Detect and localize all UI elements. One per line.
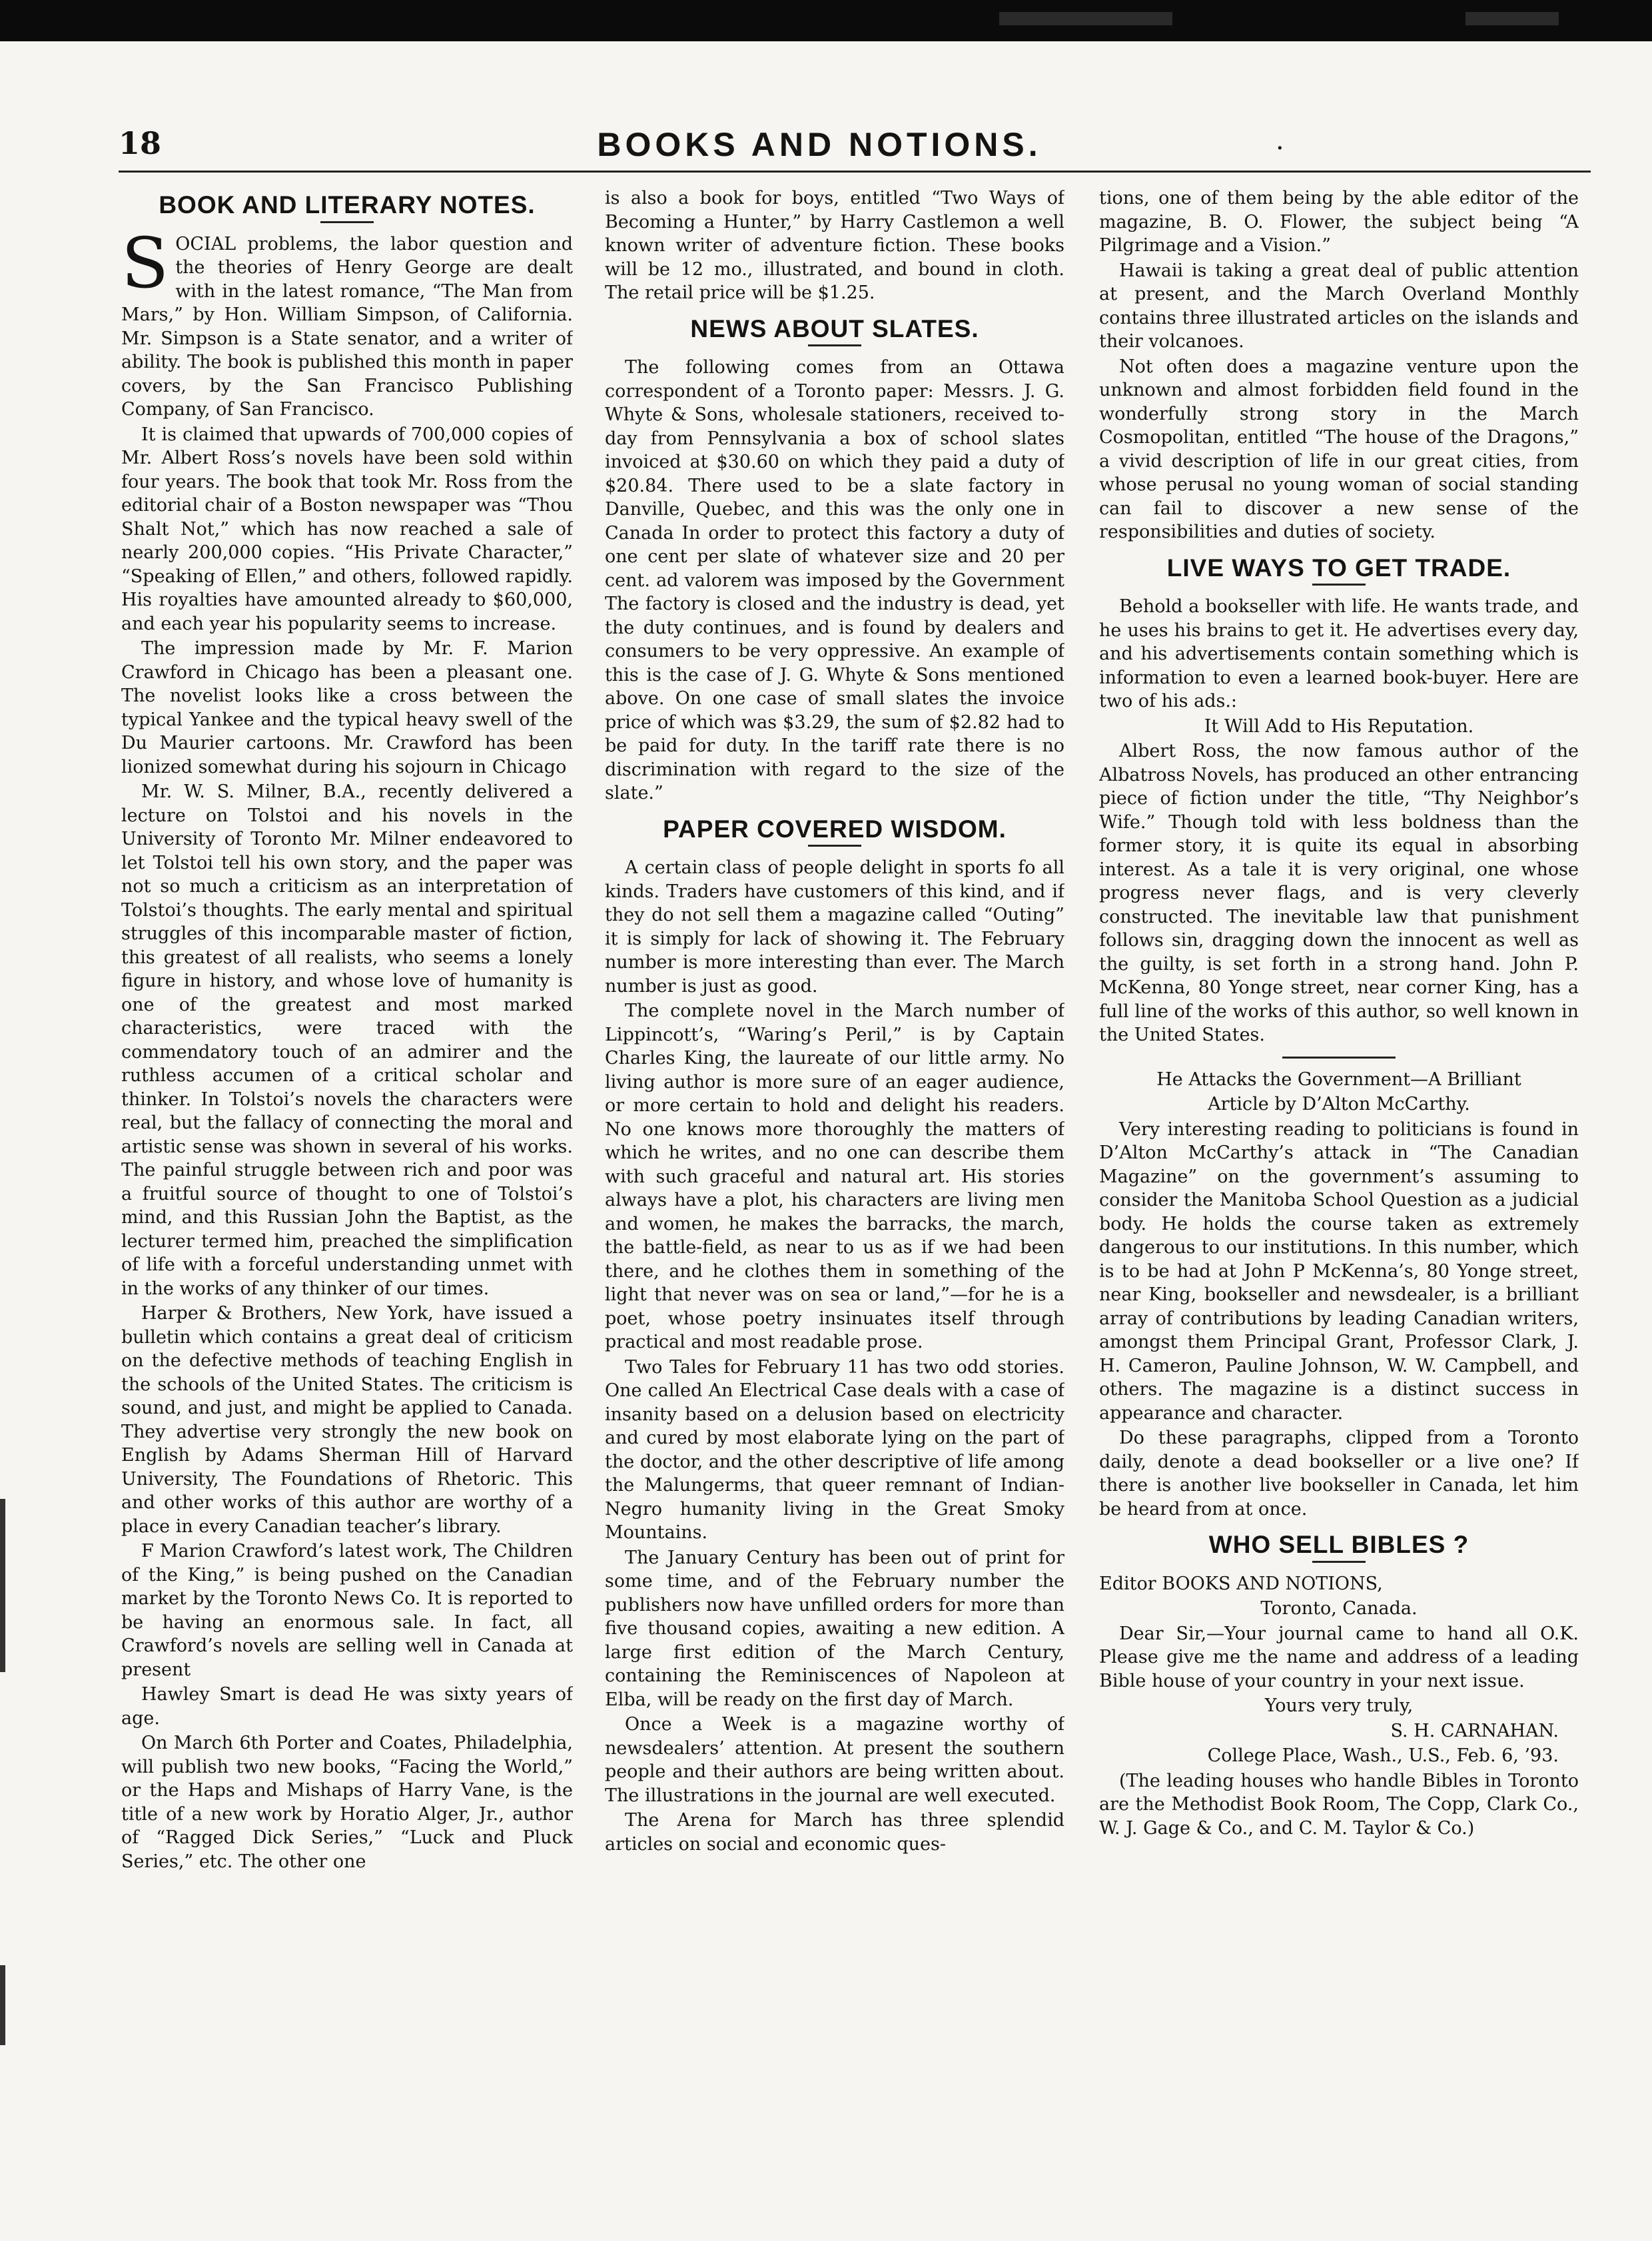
article-paragraph: tions, one of them being by the able editor of the magazine, B. O. Flower, the subject being “A Pilgrimage and a Vision.” [1099,188,1579,256]
article-paragraph: It is claimed that upwards of 700,000 copies of Mr. Albert Ross’s novels have been sold within four years. The book that took Mr. Ross from the editorial chair of a Boston newspaper was “Thou Shalt Not,” which has now reached a sale of nearly 200,000 copies. “His Private Character,” “Speaking of Ellen,” and others, followed rapidly. His royalties have amounted already to $60,000, and each year his popularity seems to increase. [121,424,573,634]
heading-rule [808,344,861,346]
letter-signature: S. H. CARNAHAN. [1390,1720,1559,1741]
article-paragraph: Not often does a magazine venture upon the unknown and almost forbidden field found in the wonderfully strong story in the March Cosmopolitan, entitled “The house of the Dragons,” a vivid description of life in our great cities, from whose perusal no young woman of social standing can fail to discover a new sense of the responsibilities and duties of society. [1099,356,1579,542]
top-border-bar [0,0,1652,41]
heading-paper-covered-wisdom: PAPER COVERED WISDOM. [663,815,1007,843]
top-border-notch [1465,12,1559,25]
letter-address: College Place, Wash., U.S., Feb. 6, ’93. [1207,1745,1559,1766]
letter-body: Dear Sir,—Your journal came to hand all O.K. Please give me the name and address of a leading Bible house of your country in your next issue. [1099,1623,1579,1691]
heading-rule [1312,584,1366,586]
article-paragraph: Albert Ross, the now famous author of the Albatross Novels, has produced an other entrancing piece of fiction under the title, “Thy Neighbor’s Wife.” Though told with less boldness than the former story, it is quite its equal in absorbing interest. As a tale it is very original, one whose progress never flags, and is very cleverly constructed. The inevitable law that punishment follows sin, dragging down the innocent as well as the guilty, is set forth in a strong hand. John P. McKenna, 80 Yonge street, near corner King, has a full line of the works of this author, so well known in the United States. [1099,741,1579,1045]
article-paragraph: Harper & Brothers, New York, have issued a bulletin which contains a great deal of criticism on the defective methods of teaching English in the schools of the United States. The criticism is sound, and just, and might be applied to Canada. They advertise very strongly the new book on English by Adams Sherman Hill of Harvard University, The Foundations of Rhetoric. This and other works of this author are worthy of a place in every Canadian teacher’s library. [121,1303,573,1537]
page-number: 18 [119,125,162,161]
top-border-notch [999,12,1172,25]
article-paragraph: A certain class of people delight in sports fo all kinds. Traders have customers of this kind, and if they do not sell them a magazine called “Outing” it is simply for lack of showing it. The February number is more interesting than ever. The March number is just as good. [605,857,1064,997]
article-paragraph: The January Century has been out of print for some time, and of the February number the publishers now have unfilled orders for more than five thousand copies, awaiting a new edition. A large first edition of the March Century, containing the Reminiscences of Napoleon at Elba, will be ready on the first day of March. [605,1547,1064,1710]
scan-edge-mark [0,1965,5,2045]
section-rule [1282,1057,1396,1059]
article-paragraph: Do these paragraphs, clipped from a Toronto daily, denote a dead bookseller or a live one? If there is another live bookseller in Canada, let him be heard from at once. [1099,1428,1579,1520]
article-paragraph: Hawley Smart is dead He was sixty years of age. [121,1684,573,1729]
article-paragraph: On March 6th Porter and Coates, Philadelphia, will publish two new books, “Facing the World,” or the Haps and Mishaps of Harry Vane, is the title of a new work by Horatio Alger, Jr., author of “Ragged Dick Series,” “Luck and Pluck Series,” etc. The other one [121,1733,573,1872]
letter-salutation: Editor BOOKS AND NOTIONS, [1099,1573,1383,1594]
column-1 [121,187,573,2212]
article-paragraph: The impression made by Mr. F. Marion Crawford in Chicago has been a pleasant one. The novelist looks like a cross between the typical Yankee and the typical heavy swell of the Du Maurier cartoons. Mr. Crawford has been lionized somewhat during his sojourn in Chicago [121,638,573,777]
heading-book-and-literary-notes: BOOK AND LITERARY NOTES. [159,191,536,219]
paragraph-text: OCIAL problems, the labor question and the theories of Henry George are dealt with in the latest romance, “The Man from Mars,” by Hon. William Simpson, of California. Mr. Simpson is a State senator, and a writer of ability. The book is published this month in paper covers, by the San Francisco Publishing Company, of San Francisco. [121,233,573,420]
heading-news-about-slates: NEWS ABOUT SLATES. [690,314,979,342]
heading-who-sell-bibles: WHO SELL BIBLES ? [1208,1531,1469,1558]
article-paragraph: The Arena for March has three splendid articles on social and economic ques- [605,1810,1064,1855]
running-header-title: BOOKS AND NOTIONS. [597,126,1042,163]
editor-note: (The leading houses who handle Bibles in Toronto are the Methodist Book Room, The Copp, Clark Co., W. J. Gage & Co., and C. M. Taylor & Co.) [1099,1770,1579,1839]
article-paragraph: The complete novel in the March number of Lippincott’s, “Waring’s Peril,” is by Captain Charles King, the laureate of our little army. No living author is more sure of an eager audience, or more certain to hold and delight his readers. No one knows more thoroughly the matters of which he writes, and no one can describe them with such graceful and natural art. His stories always have a plot, his characters are living men and women, he makes the barracks, the march, the battle-field, as near to us as if we had been there, and he clothes them in something of the light that never was on sea or land,”—for he is a poet, whose poetry insinuates itself through practical and most readable prose. [605,1001,1064,1352]
letter-place: Toronto, Canada. [1260,1598,1418,1619]
scan-edge-mark [0,1499,5,1672]
article-paragraph: Mr. W. S. Milner, B.A., recently delivered a lecture on Tolstoi and his novels in the University of Toronto Mr. Milner endeavored to let Tolstoi tell his own story, and the paper was not so much a criticism as an interpretation of Tolstoi’s thoughts. The early mental and spiritual struggles of this incomparable master of fiction, this greatest of all realists, who seems a lonely figure in history, and whose love of humanity is one of the greatest and most marked characteristics, were traced with the commendatory touch of an admirer and the ruthless accumen of a critical scholar and thinker. In Tolstoi’s novels the characters were real, but the fallacy of connecting the moral and artistic sense was shown in several of his works. The painful struggle between rich and poor was a fruitful source of thought to one of Tolstoi’s mind, and this Russian John the Baptist, as the lecturer termed him, preached the simplification of life with a forceful understanding unmet with in the works of any thinker of our times. [121,781,573,1299]
article-paragraph: Hawaii is taking a great deal of public attention at present, and the March Overland Monthly contains three illustrated articles on the islands and their volcanoes. [1099,260,1579,352]
column-3 [1099,187,1579,2212]
ad-subheading: It Will Add to His Reputation. [1204,715,1474,737]
heading-live-ways-to-get-trade: LIVE WAYS TO GET TRADE. [1166,554,1511,582]
letter-closing: Yours very truly, [1264,1695,1414,1716]
article-paragraph: Very interesting reading to politicians is found in D’Alton McCarthy’s attack in “The Canadian Magazine” on the government’s assuming to consider the Manitoba School Question as a judicial body. He holds the course taken as extremely dangerous to our institutions. In this number, which is to be had at John P McKenna’s, 80 Yonge street, near King, bookseller and newsdealer, is a brilliant array of contributions by leading Canadian writers, amongst them Principal Grant, Professor Clark, J. H. Cameron, Pauline Johnson, W. W. Campbell, and others. The magazine is a distinct success in appearance and character. [1099,1119,1579,1424]
article-paragraph [121,222,573,422]
article-paragraph: Once a Week is a magazine worthy of newsdealers’ attention. At present the southern people and their authors are being written about. The illustrations in the journal are well executed. [605,1714,1064,1806]
article-paragraph: Behold a bookseller with life. He wants trade, and he uses his brains to get it. He advertises every day, and his advertisements contain something which is information to even a learned book-buyer. Here are two of his ads.: [1099,596,1579,711]
ad-subheading: Article by D’Alton McCarthy. [1208,1094,1470,1115]
header-dot: · [1276,133,1284,164]
article-paragraph: The following comes from an Ottawa correspondent of a Toronto paper: Messrs. J. G. Whyte & Sons, wholesale stationers, received to-day from Pennsylvania a box of school slates invoiced at $30.60 on which they paid a duty of $20.84. There used to be a slate factory in Danville, Quebec, and this was the only one in Canada In order to protect this factory a duty of one cent per slate of whatever size and 20 per cent. ad valorem was imposed by the Government The factory is closed and the industry is dead, yet the duty continues, and is found by dealers and consumers to be very oppressive. An example of this is the case of J. G. Whyte & Sons mentioned above. On one case of small slates the invoice price of which was $3.29, the sum of $2.82 had to be paid for duty. In the tariff rate there is no discrimination with regard to the size of the slate.” [605,357,1064,803]
article-paragraph: Two Tales for February 11 has two odd stories. One called An Electrical Case deals with a case of insanity based on a delusion based on electricity and cured by most elaborate lying on the part of the doctor, and the other descriptive of life among the Malungerms, that queer remnant of Indian-Negro humanity living in the Great Smoky Mountains. [605,1356,1064,1543]
article-paragraph: F Marion Crawford’s latest work, The Children of the King,” is being pushed on the Canadian market by the Toronto News Co. It is reported to be having an enormous sale. In fact, all Crawford’s novels are selling well in Canada at present [121,1541,573,1680]
column-2 [605,187,1064,2212]
heading-rule [1312,1561,1366,1563]
heading-rule [320,221,374,223]
drop-cap: S [121,222,169,304]
article-paragraph: is also a book for boys, entitled “Two Ways of Becoming a Hunter,” by Harry Castlemon a well known writer of adventure fiction. These books will be 12 mo., illustrated, and bound in cloth. The retail price will be $1.25. [605,188,1064,303]
heading-rule [808,845,861,847]
header-rule [119,171,1591,173]
ad-subheading: He Attacks the Government—A Brilliant [1156,1069,1521,1090]
